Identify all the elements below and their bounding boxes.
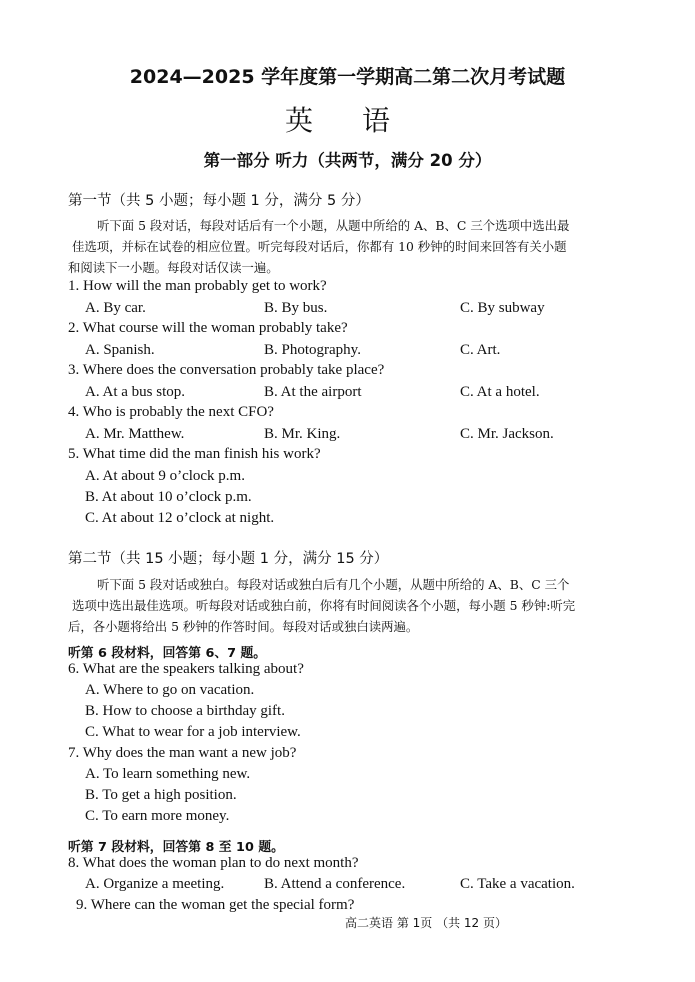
question-5-option-c: C. At about 12 o’clock at night. [85, 510, 275, 526]
question-4-option-c: C. Mr. Jackson. [460, 426, 554, 442]
question-6: 6. What are the speakers talking about? [68, 661, 304, 677]
question-1: 1. How will the man probably get to work? [68, 278, 327, 294]
part-heading: 第一部分 听力（共两节，满分 20 分） [203, 151, 492, 170]
question-4-option-a: A. Mr. Matthew. [85, 426, 185, 442]
question-6-option-c: C. What to wear for a job interview. [85, 724, 301, 740]
question-3-option-a: A. At a bus stop. [85, 384, 186, 400]
question-2-option-a: A. Spanish. [85, 342, 155, 358]
section1-instruction-line: 佳选项，并标在试卷的相应位置。听完每段对话后，你都有 10 秒钟的时间来回答有关小题 [72, 239, 567, 254]
question-8-option-b: B. Attend a conference. [264, 876, 406, 892]
question-7: 7. Why does the man want a new job? [68, 745, 297, 761]
page-footer: 高二英语 第 1页 （共 12 页） [345, 916, 507, 930]
question-7-option-b: B. To get a high position. [85, 787, 237, 803]
question-1-option-a: A. By car. [85, 300, 146, 316]
exam-title: 2024—2025 学年度第一学期高二第二次月考试题 [129, 66, 566, 88]
section2-heading: 第二节（共 15 小题；每小题 1 分，满分 15 分） [68, 551, 389, 567]
section1-heading: 第一节（共 5 小题；每小题 1 分，满分 5 分） [68, 193, 370, 209]
material-6-heading: 听第 6 段材料，回答第 6、7 题。 [68, 646, 267, 661]
subject-title: 英 语 [285, 104, 410, 137]
question-3-option-b: B. At the airport [264, 384, 362, 400]
question-8-option-a: A. Organize a meeting. [85, 876, 225, 892]
question-2: 2. What course will the woman probably take? [68, 320, 348, 336]
question-7-option-a: A. To learn something new. [85, 766, 251, 782]
question-5-option-a: A. At about 9 o’clock p.m. [85, 468, 245, 484]
question-3: 3. Where does the conversation probably take place? [68, 362, 385, 378]
section2-instruction-line: 后，各小题将给出 5 秒钟的作答时间。每段对话或独白读两遍。 [68, 619, 419, 634]
section2-instruction-line: 选项中选出最佳选项。听每段对话或独白前，你将有时间阅读各个小题，每小题 5 秒钟:听完 [72, 598, 576, 613]
question-7-option-c: C. To earn more money. [85, 808, 230, 824]
question-4-option-b: B. Mr. King. [264, 426, 341, 442]
question-6-option-a: A. Where to go on vacation. [85, 682, 255, 698]
question-2-option-c: C. Art. [460, 342, 501, 358]
question-5: 5. What time did the man finish his work? [68, 446, 321, 462]
question-4: 4. Who is probably the next CFO? [68, 404, 274, 420]
question-8: 8. What does the woman plan to do next month? [68, 855, 359, 871]
question-8-option-c: C. Take a vacation. [460, 876, 575, 892]
question-2-option-b: B. Photography. [264, 342, 361, 358]
question-9: 9. Where can the woman get the special form? [76, 897, 355, 913]
question-6-option-b: B. How to choose a birthday gift. [85, 703, 285, 719]
section2-instruction-line: 听下面 5 段对话或独白。每段对话或独白后有几个小题，从题中所给的 A、B、C 三个 [97, 577, 570, 592]
material-7-heading: 听第 7 段材料，回答第 8 至 10 题。 [68, 840, 284, 855]
question-3-option-c: C. At a hotel. [460, 384, 540, 400]
section1-instruction-line: 和阅读下一小题。每段对话仅读一遍。 [68, 260, 279, 275]
question-5-option-b: B. At about 10 o’clock p.m. [85, 489, 252, 505]
question-1-option-c: C. By subway [460, 300, 545, 316]
question-1-option-b: B. By bus. [264, 300, 328, 316]
section1-instruction-line: 听下面 5 段对话，每段对话后有一个小题，从题中所给的 A、B、C 三个选项中选出最 [97, 218, 570, 233]
